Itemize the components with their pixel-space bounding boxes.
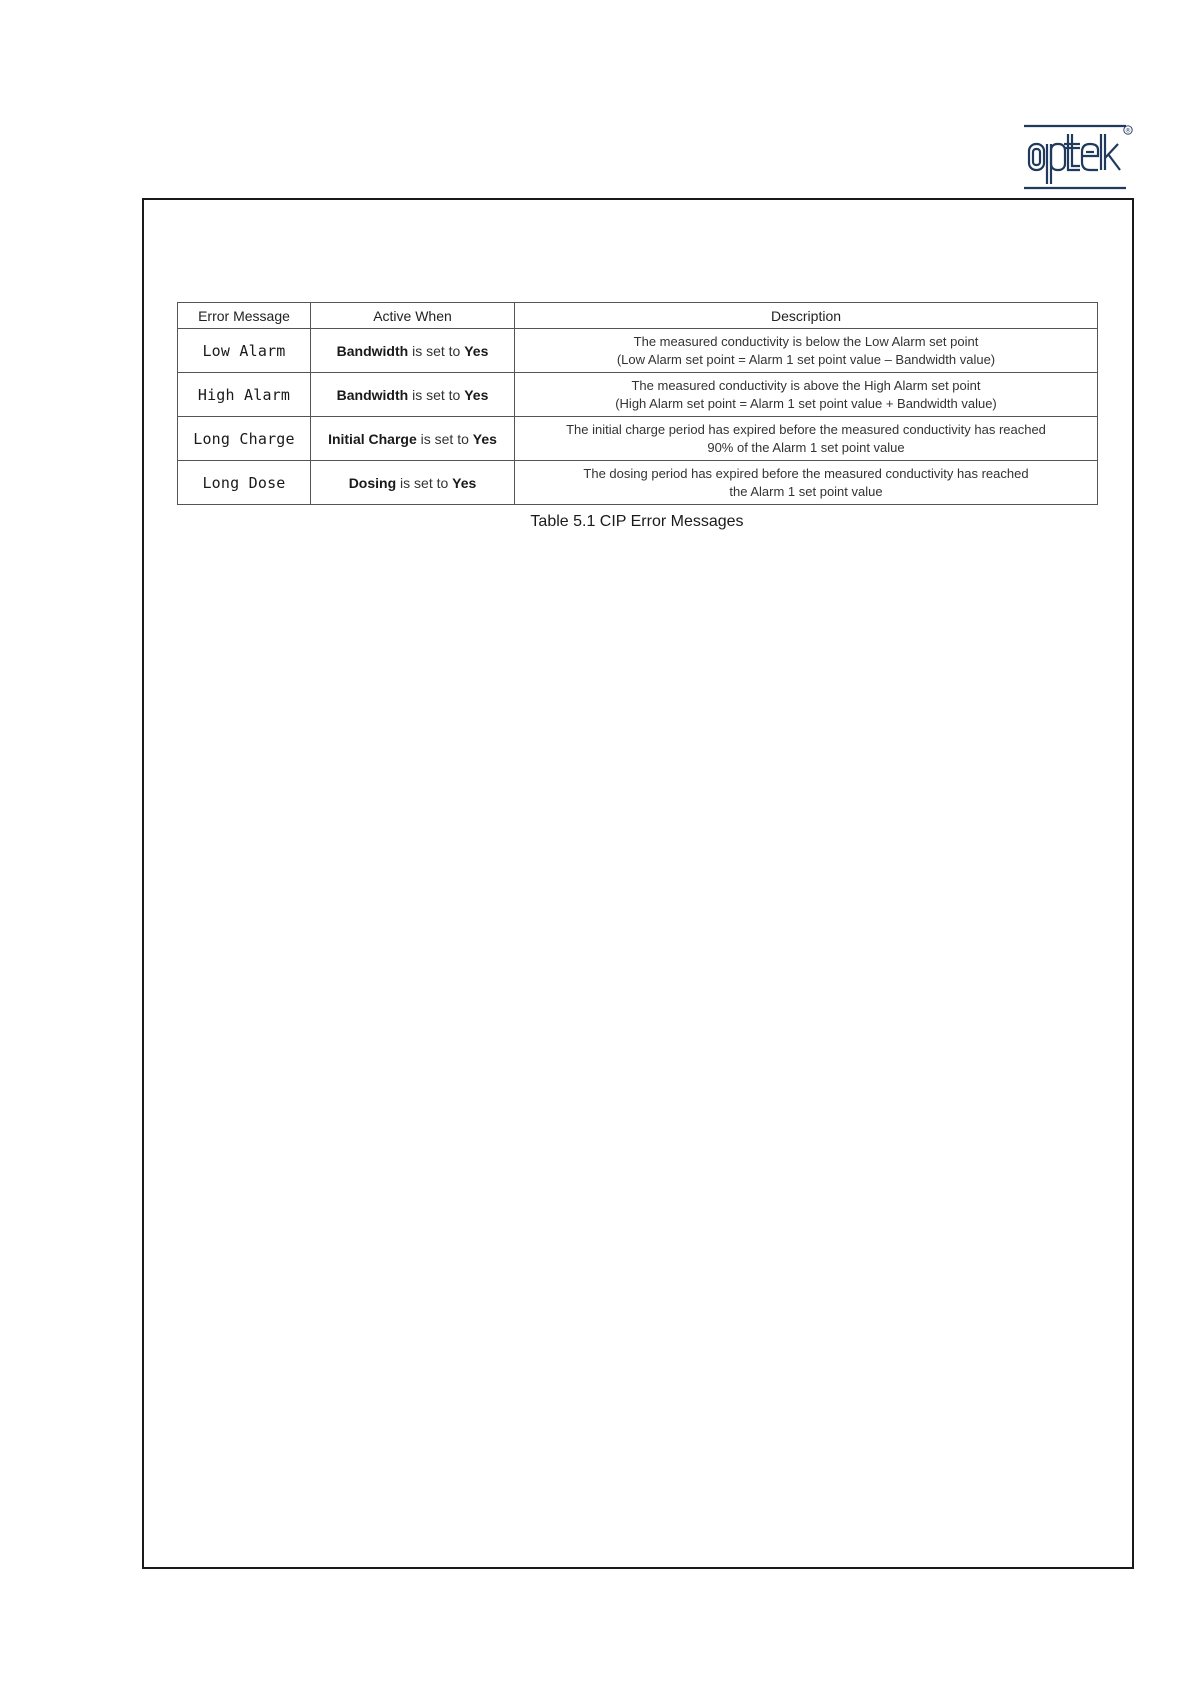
table-caption: Table 5.1 CIP Error Messages (530, 513, 744, 530)
description-cell (515, 373, 1098, 417)
active-connector: is set to (408, 342, 465, 359)
header-active-when: Active When (311, 303, 515, 329)
table-row (178, 373, 1098, 417)
description-cell (515, 417, 1098, 461)
active-value: Yes (472, 430, 497, 447)
description-cell (515, 461, 1098, 505)
cip-error-table (177, 302, 1098, 505)
active-setting: Bandwidth (336, 342, 409, 359)
active-connector: is set to (416, 430, 473, 447)
optek-logo (1022, 120, 1134, 192)
table-row (178, 329, 1098, 373)
description-line: 90% of the Alarm 1 set point value (707, 439, 905, 455)
description-line: The initial charge period has expired before the measured conductivity has reached (566, 421, 1046, 437)
optek-logo-graphic (1022, 120, 1134, 192)
active-setting: Bandwidth (336, 386, 409, 403)
header-error-message: Error Message (178, 303, 311, 329)
description-line: The measured conductivity is above the High Alarm set point (631, 377, 981, 393)
header-description: Description (515, 303, 1098, 329)
description-line: the Alarm 1 set point value (729, 483, 883, 499)
registered-mark: ® (1125, 127, 1131, 135)
active-when-cell (311, 461, 515, 505)
table-header-row (178, 303, 1098, 329)
active-connector: is set to (396, 474, 453, 491)
error-message-cell: Low Alarm (178, 329, 311, 373)
active-when-cell (311, 329, 515, 373)
active-value: Yes (464, 386, 489, 403)
error-message-cell: High Alarm (178, 373, 311, 417)
table-row (178, 461, 1098, 505)
description-line: The measured conductivity is below the Low Alarm set point (633, 333, 979, 349)
active-value: Yes (452, 474, 477, 491)
table-row (178, 417, 1098, 461)
error-message-cell: Long Dose (178, 461, 311, 505)
description-line: (Low Alarm set point = Alarm 1 set point value – Bandwidth value) (616, 351, 996, 367)
active-setting: Initial Charge (328, 430, 417, 447)
description-cell (515, 329, 1098, 373)
active-when-cell (311, 417, 515, 461)
active-connector: is set to (408, 386, 465, 403)
active-when-cell (311, 373, 515, 417)
description-line: (High Alarm set point = Alarm 1 set point value + Bandwidth value) (615, 395, 997, 411)
active-setting: Dosing (348, 474, 397, 491)
description-line: The dosing period has expired before the measured conductivity has reached (583, 465, 1029, 481)
error-message-cell: Long Charge (178, 417, 311, 461)
active-value: Yes (464, 342, 489, 359)
